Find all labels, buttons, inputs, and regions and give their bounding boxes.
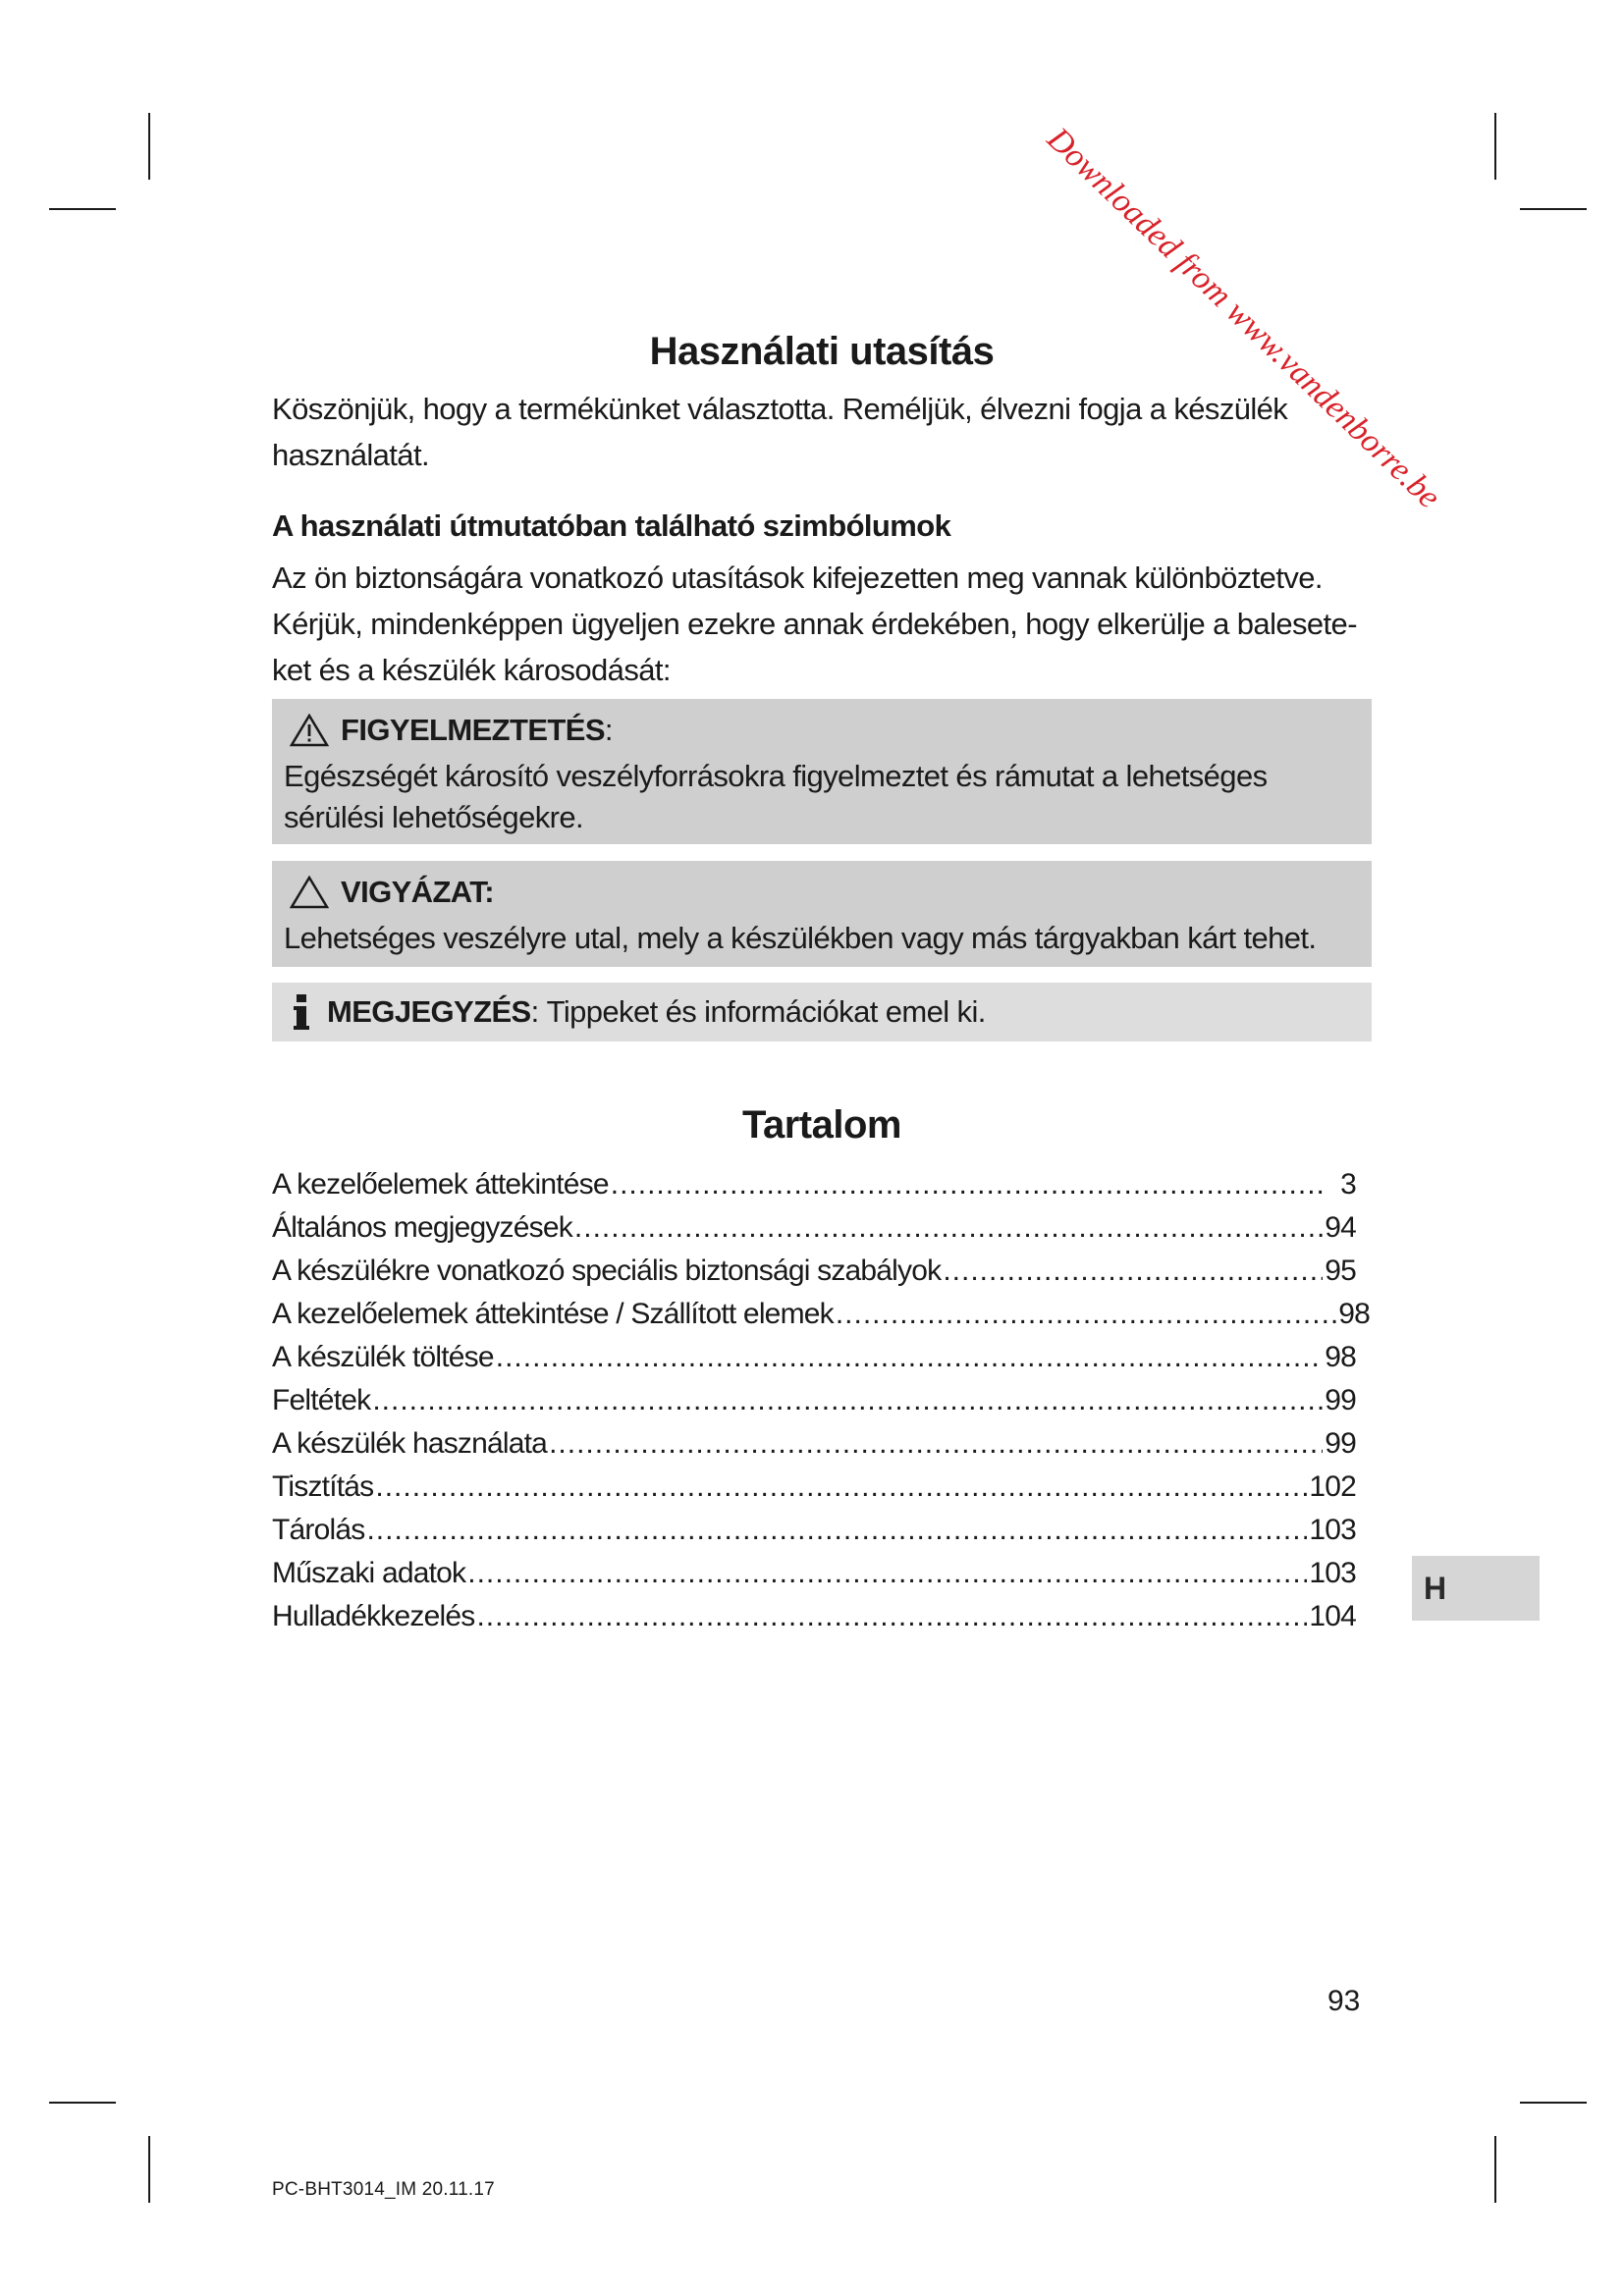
- page-title: Használati utasítás: [649, 330, 995, 373]
- caution-box: [272, 861, 1372, 967]
- warning-text: Egészségét károsító veszélyforrásokra figyelmeztet és rámutat a lehetséges sérülési lehetőségekre.: [284, 759, 1268, 834]
- toc-item[interactable]: [272, 1341, 1356, 1384]
- crop-mark: [1494, 113, 1496, 180]
- toc-item-label: Tárolás: [272, 1514, 365, 1546]
- toc-item-page: 94: [1325, 1211, 1356, 1244]
- toc-item[interactable]: [272, 1298, 1370, 1341]
- toc-item-label: Hulladékkezelés: [272, 1600, 475, 1632]
- toc-item-label: A készülék használata: [272, 1427, 548, 1460]
- toc-item[interactable]: [272, 1168, 1356, 1211]
- toc-item-page: 99: [1325, 1427, 1356, 1460]
- warning-label: FIGYELMEZTETÉS: [341, 713, 605, 747]
- symbols-description: Az ön biztonságára vonatkozó utasítások kifejezetten meg vannak különböztetve. Kérjük, mindenképpen ügyeljen ezekre annak érdekében, hogy elkerülje a balesete-ket és a készülék károsodását:: [272, 561, 1357, 687]
- note-label: MEGJEGYZÉS: [327, 994, 531, 1029]
- toc-item-label: Feltétek: [272, 1384, 371, 1416]
- caution-text: Lehetséges veszélyre utal, mely a készülékben vagy más tárgyakban kárt tehet.: [284, 921, 1317, 955]
- crop-mark: [49, 2102, 116, 2104]
- toc-leader: [366, 1514, 1307, 1547]
- crop-mark: [1494, 2136, 1496, 2203]
- caution-label: VIGYÁZAT:: [341, 875, 494, 909]
- toc-item[interactable]: [272, 1557, 1356, 1600]
- toc-item-label: A kezelőelemek áttekintése / Szállított elemek: [272, 1298, 834, 1330]
- toc-item-label: Általános megjegyzések: [272, 1211, 572, 1244]
- toc-item-label: A kezelőelemek áttekintése: [272, 1168, 609, 1201]
- toc-leader: [549, 1427, 1323, 1461]
- toc-leader: [372, 1384, 1323, 1417]
- warning-colon: :: [604, 713, 613, 747]
- toc-item-label: A készülék töltése: [272, 1341, 494, 1373]
- note-colon: :: [530, 994, 539, 1029]
- toc-item-page: 99: [1325, 1384, 1356, 1416]
- toc-item[interactable]: [272, 1384, 1356, 1427]
- toc-leader: [943, 1255, 1323, 1288]
- table-of-contents: [272, 1168, 1372, 1643]
- note-text: Tippeket és információkat emel ki.: [546, 994, 986, 1029]
- toc-item-page: 103: [1309, 1557, 1356, 1589]
- toc-item-page: 3: [1340, 1168, 1356, 1201]
- intro-text: Köszönjük, hogy a termékünket választotta. Reméljük, élvezni fogja a készülék használatát.: [272, 392, 1288, 472]
- footer-code: PC-BHT3014_IM 20.11.17: [272, 2179, 495, 2200]
- toc-item-page: 103: [1309, 1514, 1356, 1546]
- toc-item[interactable]: [272, 1470, 1356, 1514]
- page-number: 93: [1327, 1985, 1361, 2017]
- crop-mark: [148, 113, 150, 180]
- info-icon: [294, 994, 309, 1030]
- warning-box: [272, 699, 1372, 844]
- caution-triangle-icon: [290, 876, 329, 909]
- warning-triangle-icon: [290, 714, 329, 747]
- download-watermark: Downloaded from www.vandenborre.be: [1040, 121, 1448, 516]
- toc-item-label: Tisztítás: [272, 1470, 374, 1503]
- toc-item-page: 98: [1325, 1341, 1356, 1373]
- toc-item[interactable]: [272, 1211, 1356, 1255]
- toc-leader: [467, 1557, 1307, 1590]
- toc-item[interactable]: [272, 1514, 1356, 1557]
- toc-item-label: A készülékre vonatkozó speciális biztonsági szabályok: [272, 1255, 942, 1287]
- crop-mark: [148, 2136, 150, 2203]
- toc-item-page: 102: [1309, 1470, 1356, 1503]
- symbols-heading: A használati útmutatóban található szimbólumok: [272, 508, 951, 543]
- toc-leader: [476, 1600, 1307, 1633]
- toc-leader: [496, 1341, 1323, 1374]
- toc-title: Tartalom: [742, 1103, 901, 1147]
- toc-item-page: 95: [1325, 1255, 1356, 1287]
- toc-leader: [375, 1470, 1307, 1504]
- crop-mark: [49, 208, 116, 210]
- toc-item[interactable]: [272, 1255, 1356, 1298]
- toc-leader: [611, 1168, 1326, 1201]
- toc-item-page: 104: [1309, 1600, 1356, 1632]
- toc-item-label: Műszaki adatok: [272, 1557, 466, 1589]
- language-tab: H: [1412, 1556, 1540, 1621]
- toc-leader: [574, 1211, 1323, 1245]
- toc-leader: [836, 1298, 1336, 1331]
- crop-mark: [1520, 208, 1587, 210]
- note-box: [272, 983, 1372, 1041]
- toc-item-page: 98: [1338, 1298, 1370, 1330]
- warning-heading: [284, 705, 1360, 756]
- caution-heading: [284, 867, 1360, 918]
- crop-mark: [1520, 2102, 1587, 2104]
- toc-item[interactable]: [272, 1427, 1356, 1470]
- toc-item[interactable]: [272, 1600, 1356, 1643]
